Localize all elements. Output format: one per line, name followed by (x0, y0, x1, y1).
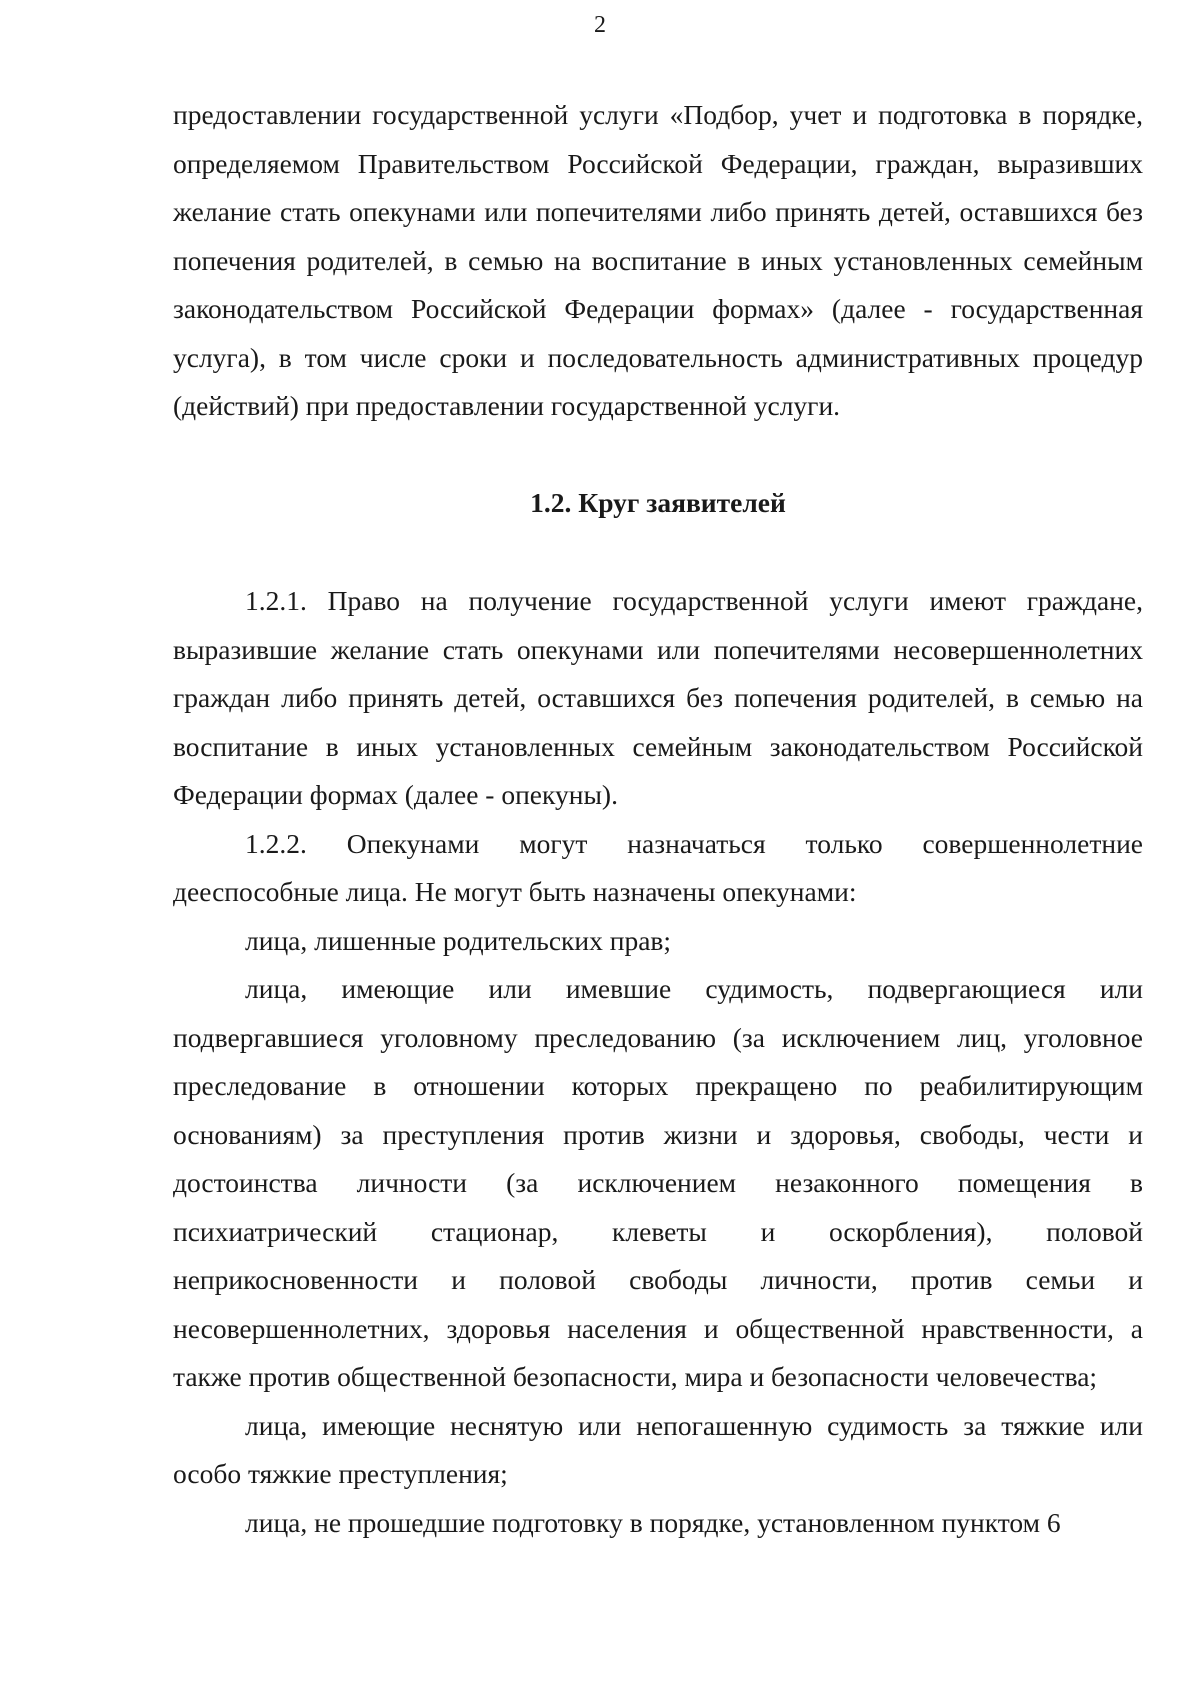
paragraph-intro: предоставлении государственной услуги «Подбор, учет и подготовка в порядке, определяемом Правительством Российской Федерации, граждан, выразивших желание стать опекунами или попечителями либо принять детей, оставшихся без попечения родителей, в семью на воспитание в иных установленных семейным законодательством Российской Федерации формах» (далее - государственная услуга), в том числе сроки и последовательность административных процедур (действий) при предоставлении государственной услуги. (173, 99, 1143, 421)
section-heading: 1.2. Круг заявителей (530, 486, 786, 518)
document-body (173, 91, 1143, 1547)
list-item-no-training: лица, не прошедшие подготовку в порядке, установленном пунктом 6 (245, 1506, 1061, 1538)
paragraph-1-2-2: 1.2.2. Опекунами могут назначаться только совершеннолетние дееспособные лица. Не могут быть назначены опекунами: (173, 827, 1143, 907)
list-item-criminal-record: лица, имеющие или имевшие судимость, подвергающиеся или подвергавшиеся уголовному преследованию (за исключением лиц, уголовное преследование в отношении которых прекращено по реабилитирующим основаниям) за преступления против жизни и здоровья, свободы, чести и достоинства личности (за исключением незаконного помещения в психиатрический стационар, клеветы и оскорбления), половой неприкосновенности и половой свободы личности, против семьи и несовершеннолетних, здоровья населения и общественной нравственности, а также против общественной безопасности, мира и безопасности человечества; (173, 973, 1143, 1392)
paragraph-1-2-1: 1.2.1. Право на получение государственной услуги имеют граждане, выразившие желание стать опекунами или попечителями несовершеннолетних граждан либо принять детей, оставшихся без попечения родителей, в семью на воспитание в иных установленных семейным законодательством Российской Федерации формах (далее - опекуны). (173, 585, 1143, 810)
page-number: 2 (594, 12, 606, 38)
list-item-grave-crimes: лица, имеющие неснятую или непогашенную судимость за тяжкие или особо тяжкие преступления; (173, 1409, 1143, 1489)
list-item-deprived-rights: лица, лишенные родительских прав; (245, 924, 672, 956)
